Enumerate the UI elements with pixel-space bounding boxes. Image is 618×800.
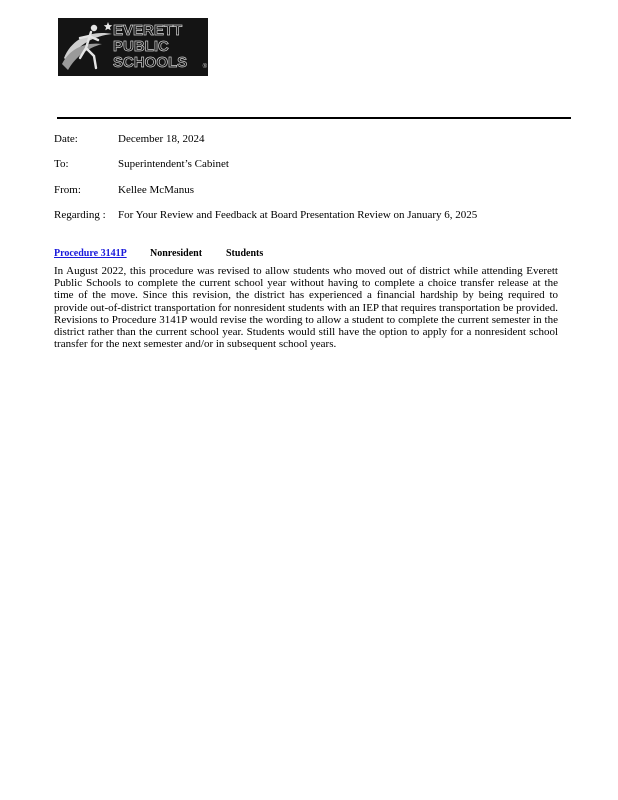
procedure-title-part-1: Nonresident	[150, 248, 203, 259]
date-value: December 18, 2024	[118, 133, 205, 145]
registered-mark: ®	[202, 64, 207, 70]
to-label: To:	[54, 158, 69, 170]
district-logo	[58, 18, 208, 76]
logo-text-line-3: SCHOOLS	[113, 54, 188, 71]
logo-text-line-2: PUBLIC	[113, 38, 169, 55]
procedure-heading	[54, 248, 264, 260]
procedure-description: In August 2022, this procedure was revised to allow students who moved out of district while attending Everett Public Schools to complete the current school year without having to complete a choice transfer release at the time of the move. Since this revision, the district has experienced a financial hardship by being required to provide out-of-district transportation for nonresident students with an IEP that requires transportation be provided. Revisions to Procedure 3141P would revise the wording to allow a student to complete the current semester in the district rather than the current school year. Students would still have the option to apply for a nonresident school transfer for the next semester and/or in subsequent school years.	[54, 265, 558, 351]
procedure-link[interactable]: Procedure 3141P	[54, 248, 127, 259]
from-label: From:	[54, 184, 81, 196]
runner-emblem-icon	[58, 18, 118, 76]
logo-text-line-1: EVERETT	[113, 22, 183, 39]
date-label: Date:	[54, 133, 78, 145]
regarding-label: Regarding :	[54, 209, 106, 221]
from-value: Kellee McManus	[118, 184, 195, 196]
header-divider	[57, 117, 571, 119]
regarding-value: For Your Review and Feedback at Board Presentation Review on January 6, 2025	[118, 209, 478, 221]
to-value: Superintendent’s Cabinet	[118, 158, 229, 170]
procedure-title-part-2: Students	[226, 248, 264, 259]
